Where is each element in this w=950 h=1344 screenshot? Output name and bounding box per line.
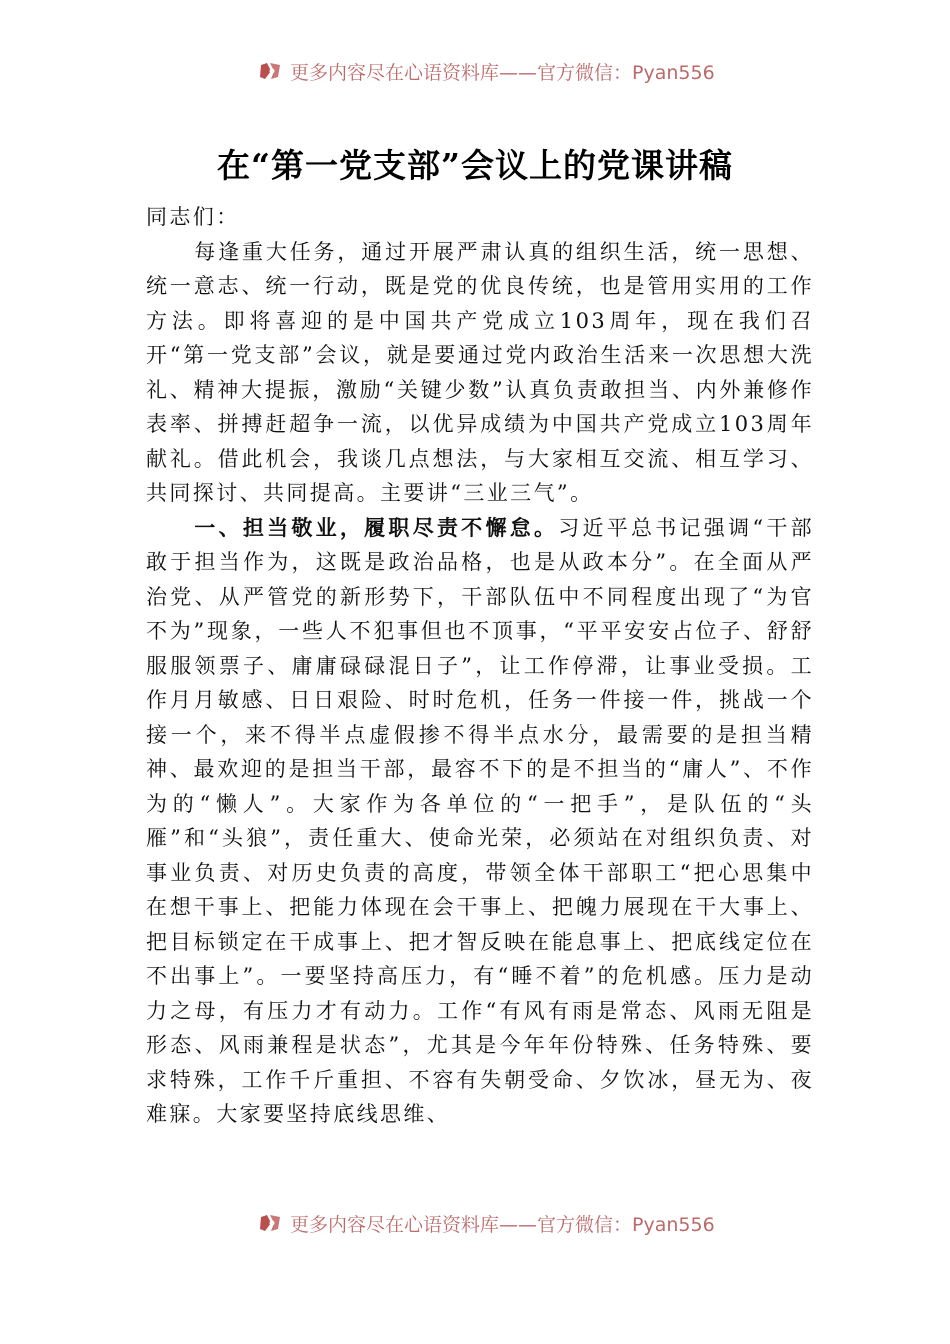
watermark-header bbox=[258, 58, 715, 84]
watermark-text: 更多内容尽在心语资料库——官方微信：Pyan556 bbox=[290, 1213, 715, 1236]
salutation: 同志们： bbox=[146, 205, 240, 229]
section-1-heading: 一、担当敬业，履职尽责不懈怠。 bbox=[194, 515, 559, 540]
watermark-text: 更多内容尽在心语资料库——官方微信：Pyan556 bbox=[290, 61, 715, 84]
logo-icon bbox=[258, 1211, 284, 1235]
intro-paragraph: 每逢重大任务，通过开展严肃认真的组织生活，统一思想、统一意志、统一行动，既是党的优良传统，也是管用实用的工作方法。即将喜迎的是中国共产党成立103周年，现在我们召开“第一党支部”会议，就是要通过党内政治生活来一次思想大洗礼、精神大提振，激励“关键少数”认真负责敢担当、内外兼修作表率、拼搏赶超争一流，以优异成绩为中国共产党成立103周年献礼。借此机会，我谈几点想法，与大家相互交流、相互学习、共同探讨、共同提高。主要讲“三业三气”。 bbox=[146, 239, 814, 505]
page-title: 在“第一党支部”会议上的党课讲稿 bbox=[217, 146, 733, 185]
logo-icon bbox=[258, 59, 284, 83]
section-1-body: 习近平总书记强调“干部敢于担当作为，这既是政治品格，也是从政本分”。在全面从严治党、从严管党的新形势下，干部队伍中不同程度出现了“为官不为”现象，一些人不犯事但也不顶事，“平平安安占位子、舒舒服服领票子、庸庸碌碌混日子”，让工作停滞，让事业受损。工作月月敏感、日日艰险、时时危机，任务一件接一件，挑战一个接一个，来不得半点虚假掺不得半点水分，最需要的是担当精神、最欢迎的是担当干部，最容不下的是不担当的“庸人”、不作为的“懒人”。大家作为各单位的“一把手”，是队伍的“头雁”和“头狼”，责任重大、使命光荣，必须站在对组织负责、对事业负责、对历史负责的高度，带领全体干部职工“把心思集中在想干事上、把能力体现在会干事上、把魄力展现在干大事上、把目标锁定在干成事上、把才智反映在能息事上、把底线定位在不出事上”。一要坚持高压力，有“睡不着”的危机感。压力是动力之母，有压力才有动力。工作“有风有雨是常态、风雨无阻是形态、风雨兼程是状态”，尤其是今年年份特殊、任务特殊、要求特殊，工作千斤重担、不容有失朝受命、夕饮冰，昼无为、夜难寐。大家要坚持底线思维、 bbox=[146, 515, 814, 1126]
watermark-footer bbox=[258, 1210, 715, 1236]
document-body bbox=[146, 200, 814, 1132]
section-1-paragraph bbox=[146, 511, 814, 1132]
